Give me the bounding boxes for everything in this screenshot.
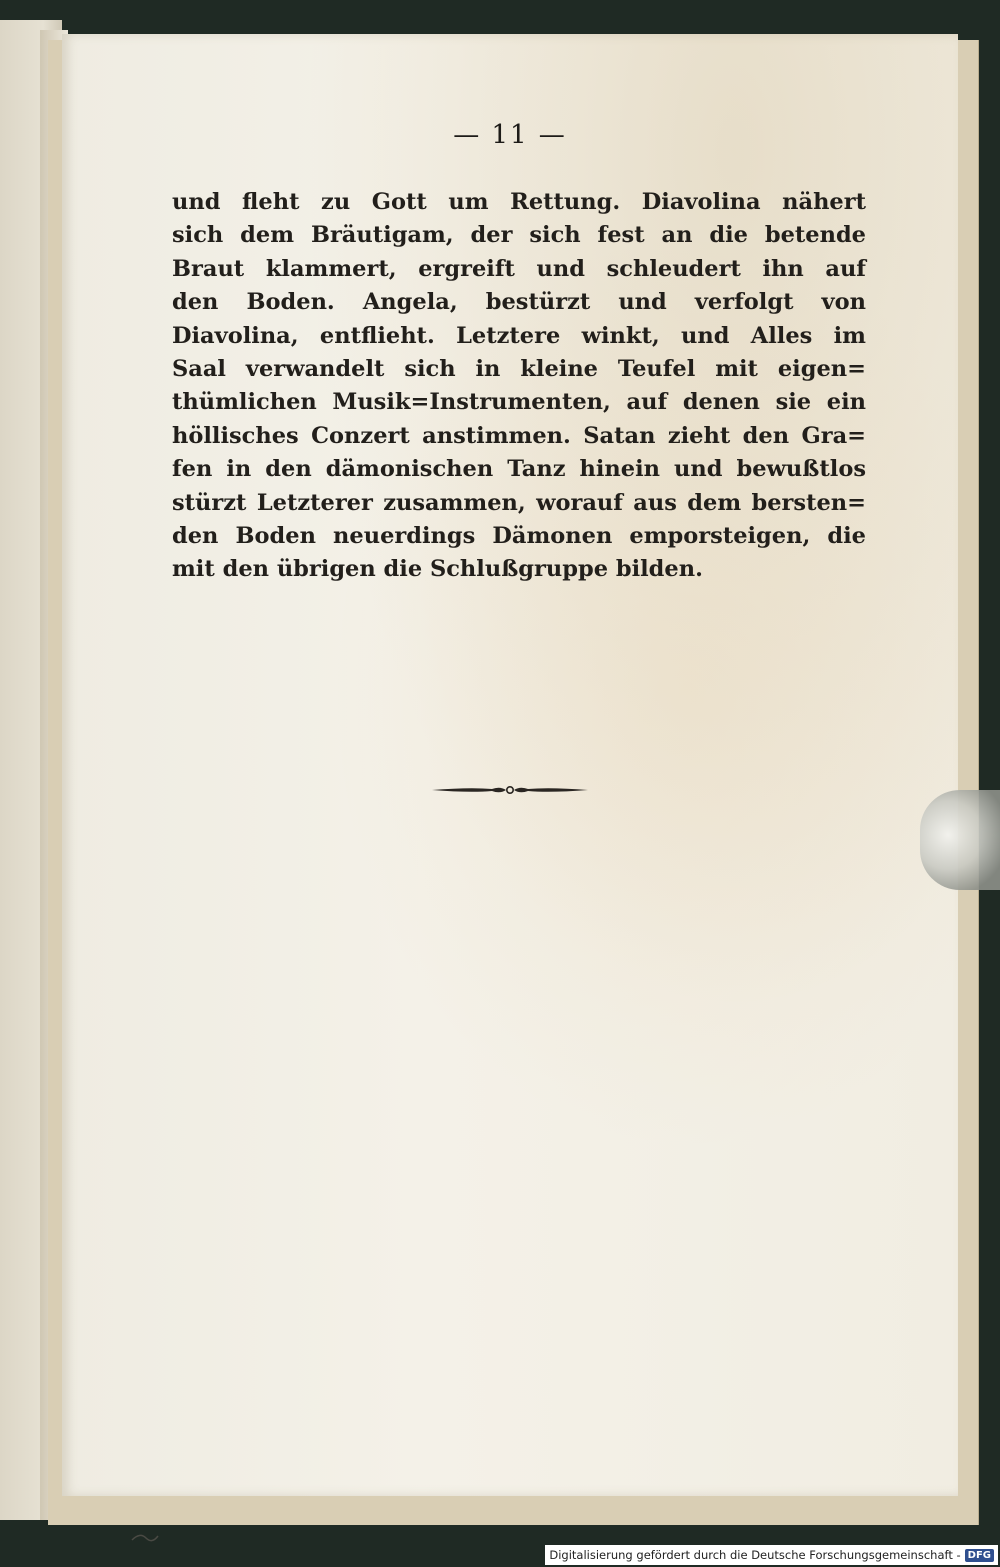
credit-text: Digitalisierung gefördert durch die Deutsche Forschungsgemeinschaft -	[549, 1548, 961, 1562]
text-line: höllisches Conzert anstimmen. Satan zieht den Gra=	[172, 422, 866, 449]
text-line: sich dem Bräutigam, der sich fest an die betende	[172, 222, 866, 249]
digitization-credit	[545, 1545, 998, 1565]
text-line: mit den übrigen die Schlußgruppe bilden.	[172, 556, 703, 583]
text-line: thümlichen Musik=Instrumenten, auf denen sie ein	[172, 389, 866, 416]
text-line: den Boden neuerdings Dämonen emporsteigen, die	[172, 522, 866, 549]
text-line: stürzt Letzterer zusammen, worauf aus dem bersten=	[172, 489, 866, 516]
text-line: Braut klammert, ergreift und schleudert ihn auf	[172, 255, 866, 282]
divider-ornament-icon	[430, 782, 590, 798]
dfg-logo: DFG	[965, 1549, 994, 1562]
book-page	[62, 34, 958, 1496]
text-line: Saal verwandelt sich in kleine Teufel mit eigen=	[172, 355, 866, 382]
text-line: Diavolina, entflieht. Letztere winkt, und Alles im	[172, 322, 866, 349]
glass-clip	[920, 790, 1000, 890]
text-line: und fleht zu Gott um Rettung. Diavolina nähert	[172, 189, 866, 215]
pencil-mark	[130, 1530, 160, 1544]
body-text	[172, 186, 866, 587]
page-number: — 11 —	[453, 120, 567, 150]
text-line: fen in den dämonischen Tanz hinein und bewußtlos	[172, 456, 866, 483]
text-line: den Boden. Angela, bestürzt und verfolgt von	[172, 289, 866, 316]
